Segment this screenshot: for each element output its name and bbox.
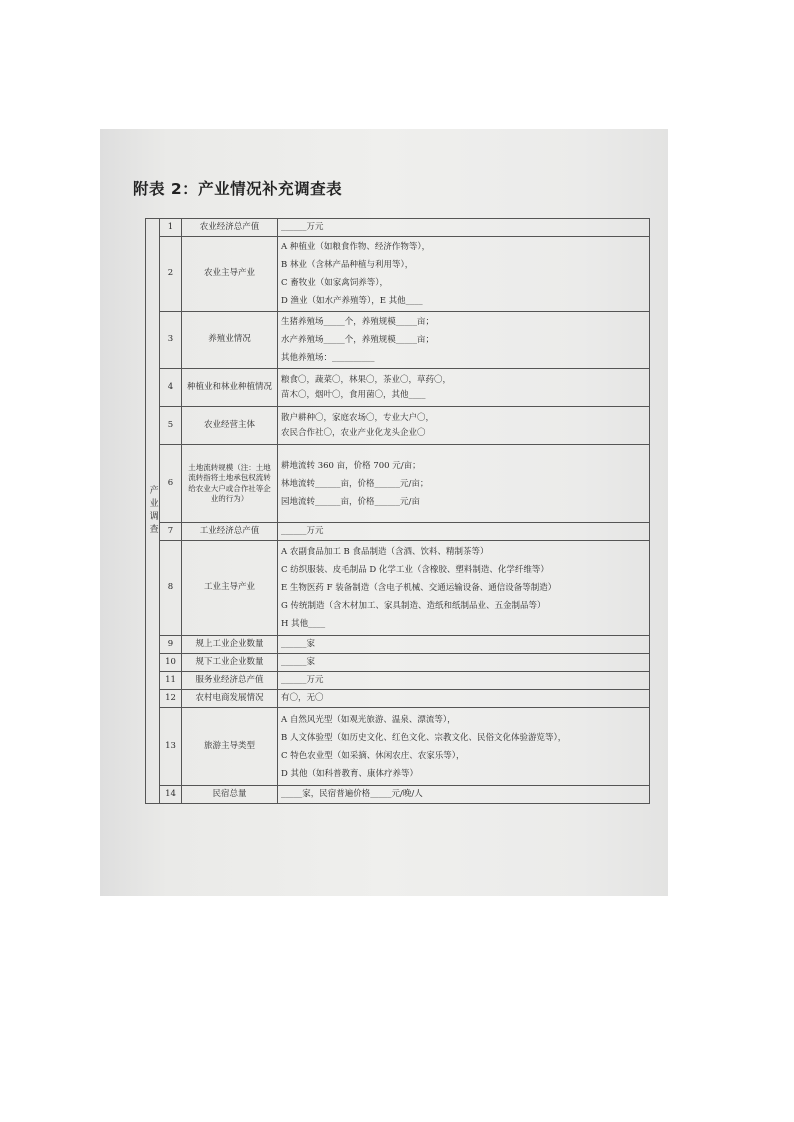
table-row: [146, 654, 650, 672]
row-content: [278, 369, 650, 407]
row-number: 11: [160, 672, 182, 690]
row-item: 工业经济总产值: [182, 523, 278, 541]
row-item: 农业主导产业: [182, 237, 278, 312]
content-line: 园地流转______亩，价格______元/亩: [281, 496, 420, 507]
content-line: 散户耕种〇，家庭农场〇，专业大户〇，: [281, 412, 435, 423]
category-cell: 产业调查: [146, 219, 160, 804]
table-row: [146, 407, 650, 445]
row-number: 4: [160, 369, 182, 407]
content-line: ______万元: [281, 675, 324, 685]
row-item: 养殖业情况: [182, 312, 278, 369]
row-number: 8: [160, 541, 182, 636]
row-item: 民宿总量: [182, 786, 278, 804]
row-number: 5: [160, 407, 182, 445]
content-line: D 渔业（如水产养殖等），E 其他____: [281, 296, 423, 306]
content-line: 粮食〇，蔬菜〇，林果〇，茶业〇，草药〇，: [281, 374, 452, 385]
content-line: 耕地流转 360 亩，价格 700 元/亩；: [281, 460, 421, 471]
page-title: 附表 2：产业情况补充调查表: [133, 180, 343, 198]
content-line: ______家: [281, 639, 316, 649]
content-line: G 传统制造（含木材加工、家具制造、造纸和纸制品业、五金制品等）: [281, 601, 546, 611]
row-number: 6: [160, 445, 182, 523]
row-content: [278, 708, 650, 786]
row-number: 13: [160, 708, 182, 786]
paper-sheet: [100, 129, 668, 896]
content-line: C 纺织服装、皮毛制品 D 化学工业（含橡胶、塑料制造、化学纤维等）: [281, 565, 549, 575]
content-line: 其他养殖场：__________: [281, 353, 375, 363]
table-row: [146, 312, 650, 369]
table-row: [146, 636, 650, 654]
photo-frame: [100, 129, 668, 896]
table-row: [146, 541, 650, 636]
row-item: 旅游主导类型: [182, 708, 278, 786]
content-line: H 其他____: [281, 619, 326, 629]
row-item: 农业经营主体: [182, 407, 278, 445]
row-item: 种植业和林业种植情况: [182, 369, 278, 407]
row-content: [278, 407, 650, 445]
content-line: 有〇，无〇: [281, 693, 324, 703]
content-line: A 农副食品加工 B 食品制造（含酒、饮料、精制茶等）: [281, 547, 489, 557]
row-content: [278, 445, 650, 523]
row-number: 3: [160, 312, 182, 369]
row-number: 14: [160, 786, 182, 804]
table-row: [146, 786, 650, 804]
row-number: 10: [160, 654, 182, 672]
content-line: B 林业（含林产品种植与利用等），: [281, 260, 414, 270]
table-row: [146, 445, 650, 523]
row-content: [278, 541, 650, 636]
row-content: [278, 523, 650, 541]
content-line: 农民合作社〇，农业产业化龙头企业〇: [281, 427, 426, 438]
content-line: A 自然风光型（如观光旅游、温泉、漂流等），: [281, 714, 456, 725]
row-item: 土地流转规模（注：土地流转指将土地承包权流转给农业大户或合作社等企业的行为）: [182, 445, 278, 523]
row-content: [278, 672, 650, 690]
table-row: [146, 690, 650, 708]
table-row: [146, 708, 650, 786]
row-content: [278, 690, 650, 708]
row-item: 规上工业企业数量: [182, 636, 278, 654]
row-content: [278, 312, 650, 369]
row-number: 12: [160, 690, 182, 708]
row-number: 7: [160, 523, 182, 541]
row-item: 农村电商发展情况: [182, 690, 278, 708]
table-row: [146, 369, 650, 407]
content-line: A 种植业（如粮食作物、经济作物等），: [281, 242, 431, 252]
content-line: D 其他（如科普教育、康体疗养等）: [281, 768, 419, 779]
content-line: C 特色农业型（如采摘、休闲农庄、农家乐等），: [281, 750, 465, 761]
row-content: [278, 219, 650, 237]
row-content: [278, 786, 650, 804]
content-line: C 畜牧业（如家禽饲养等），: [281, 278, 388, 288]
content-line: 林地流转______亩，价格______元/亩；: [281, 478, 429, 489]
content-line: E 生物医药 F 装备制造（含电子机械、交通运输设备、通信设备等制造）: [281, 583, 557, 593]
row-number: 1: [160, 219, 182, 237]
row-number: 9: [160, 636, 182, 654]
row-item: 工业主导产业: [182, 541, 278, 636]
row-content: [278, 636, 650, 654]
table-row: [146, 237, 650, 312]
row-item: 农业经济总产值: [182, 219, 278, 237]
row-item: 服务业经济总产值: [182, 672, 278, 690]
content-line: 生猪养殖场_____个，养殖规模_____亩；: [281, 317, 435, 327]
table-row: [146, 219, 650, 237]
survey-table: [145, 218, 650, 804]
content-line: _____家，民宿普遍价格_____元/晚/人: [281, 789, 423, 799]
table-row: [146, 523, 650, 541]
content-line: ______万元: [281, 222, 324, 232]
row-content: [278, 654, 650, 672]
content-line: 苗木〇，烟叶〇，食用菌〇，其他____: [281, 389, 426, 400]
row-item: 规下工业企业数量: [182, 654, 278, 672]
content-line: ______家: [281, 657, 316, 667]
row-number: 2: [160, 237, 182, 312]
content-line: 水产养殖场_____个，养殖规模_____亩；: [281, 335, 435, 345]
content-line: ______万元: [281, 526, 324, 536]
content-line: B 人文体验型（如历史文化、红色文化、宗教文化、民俗文化体验游览等），: [281, 732, 567, 743]
table-row: [146, 672, 650, 690]
row-content: [278, 237, 650, 312]
